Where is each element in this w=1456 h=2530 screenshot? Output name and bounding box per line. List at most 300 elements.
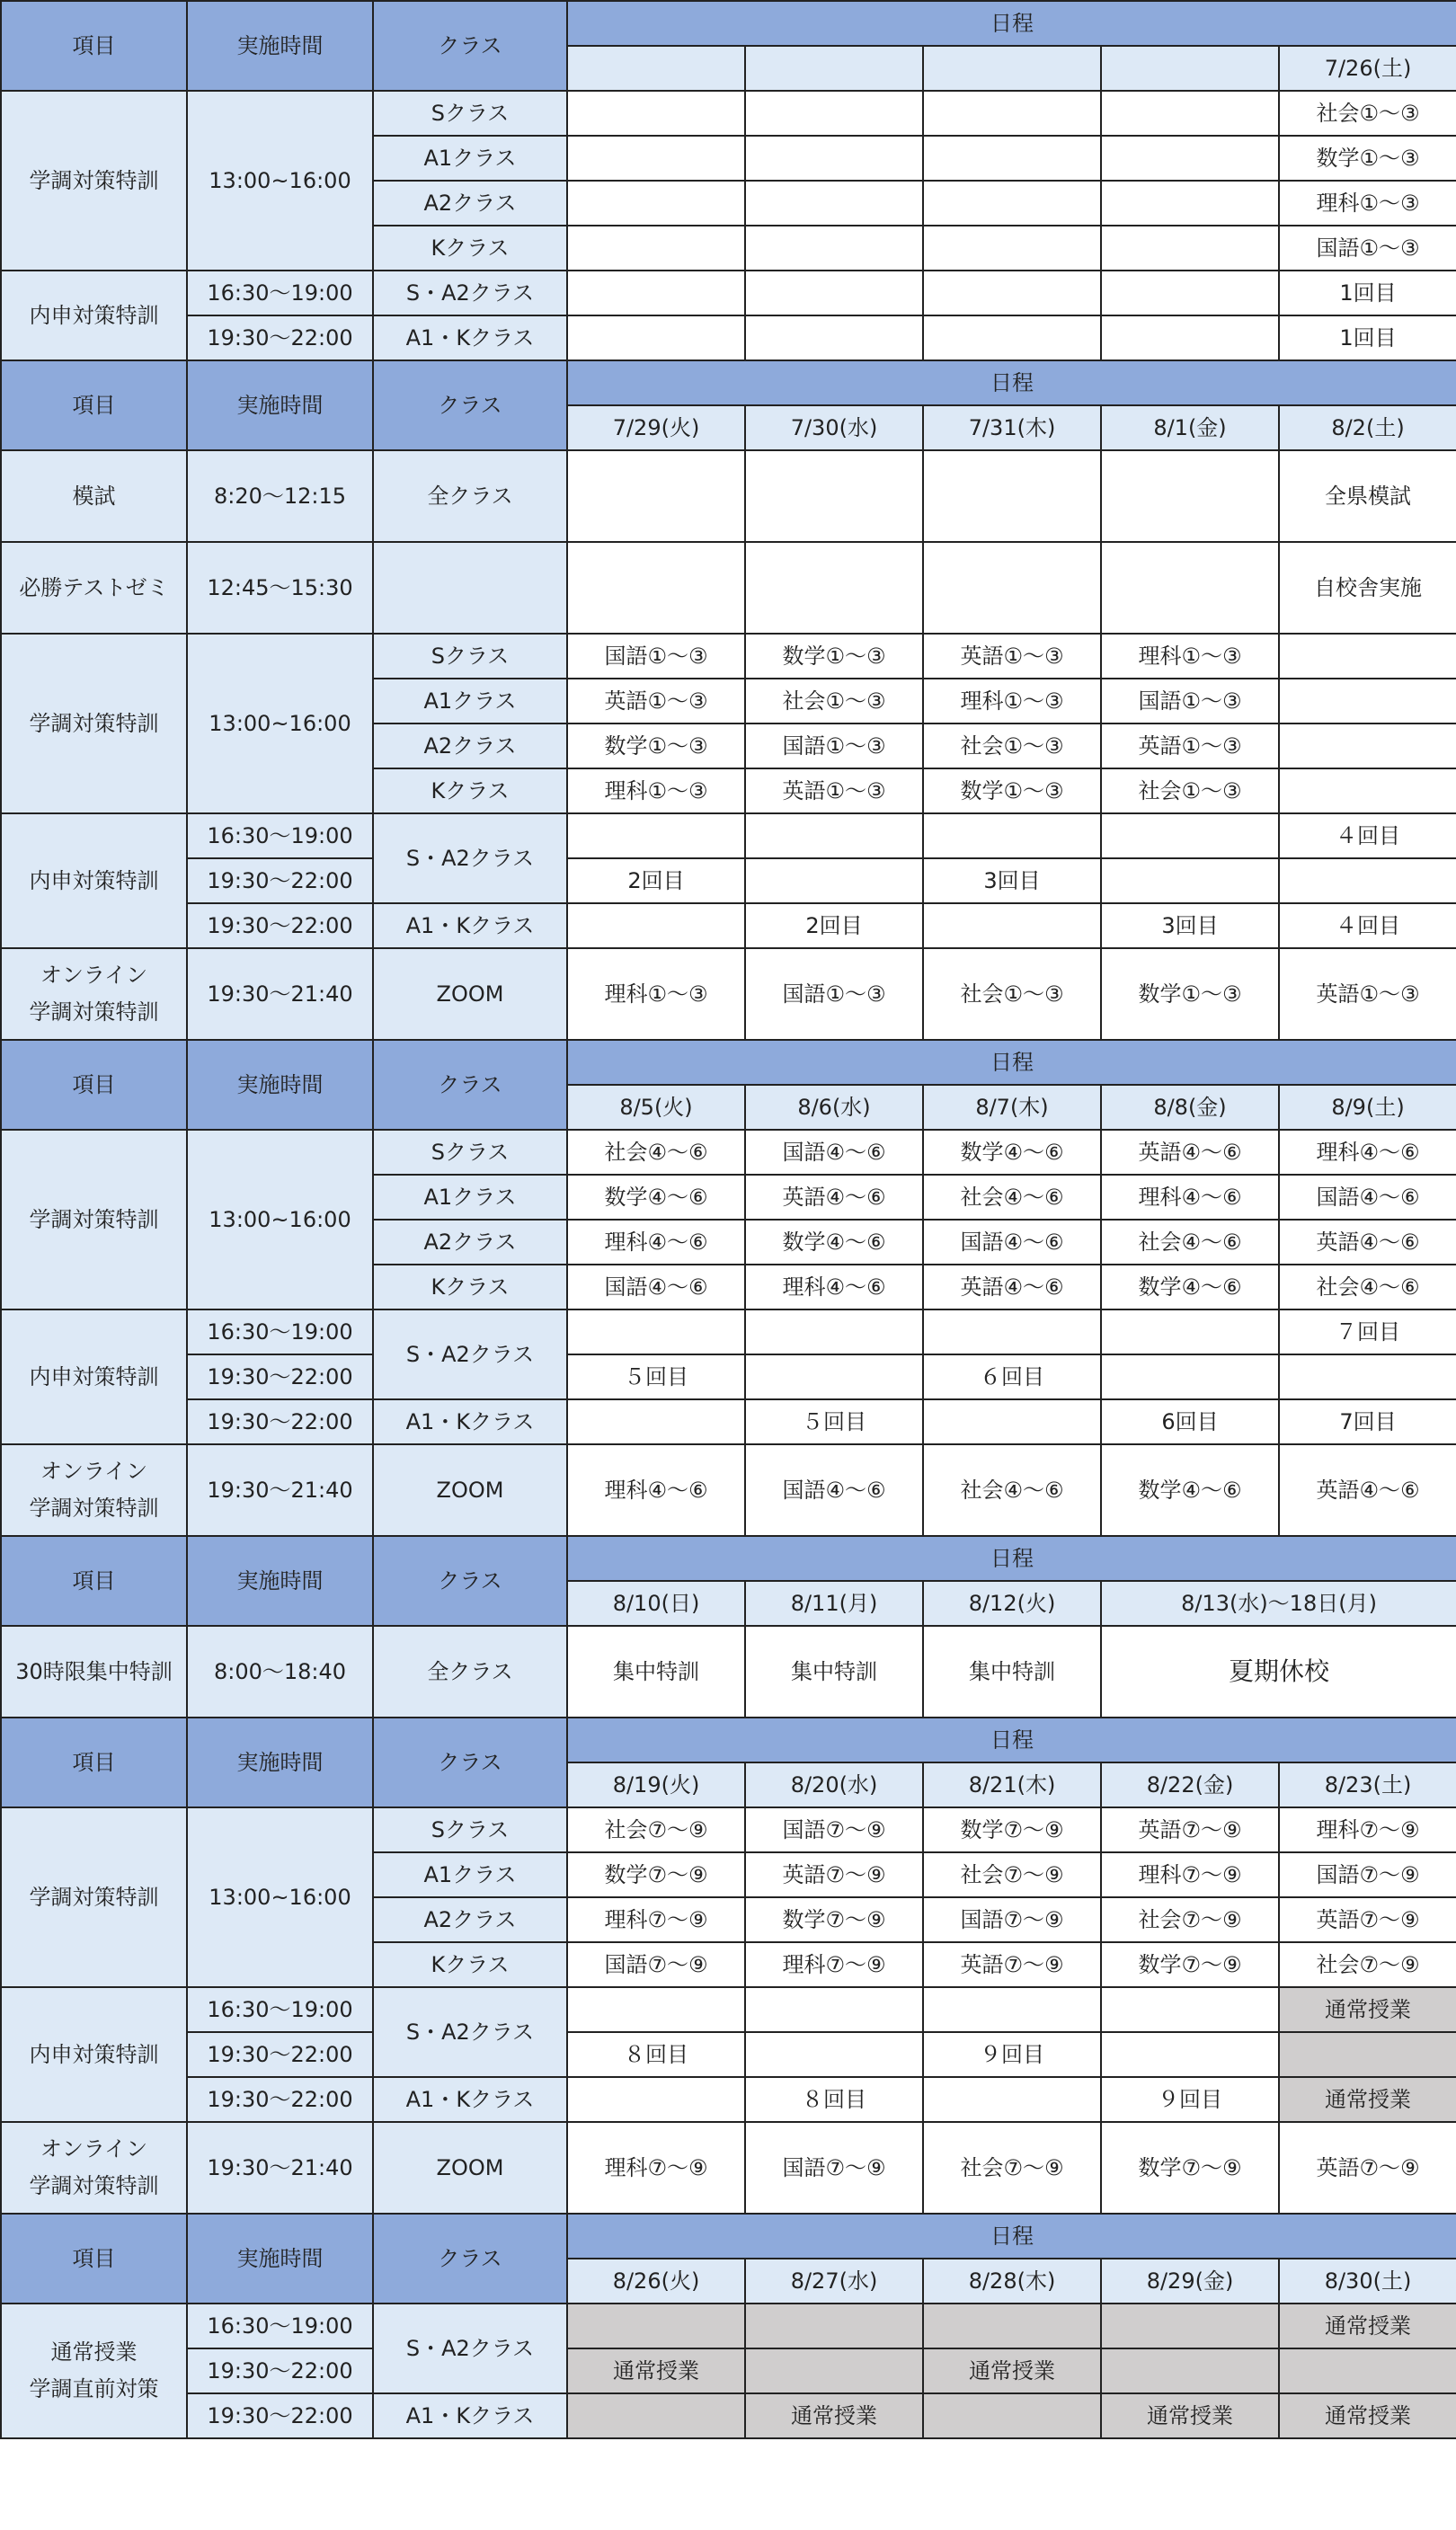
schedule-cell: 社会④～⑥: [1101, 1220, 1279, 1265]
schedule-cell: 数学⑦～⑨: [923, 1807, 1101, 1852]
schedule-cell: ９回目: [1101, 2077, 1279, 2122]
section-header: [1, 1, 1456, 46]
date-cell: [567, 46, 745, 91]
schedule-cell: [1101, 136, 1279, 181]
table-row: [1, 1807, 1456, 1852]
table-row: [1, 1626, 1456, 1718]
header-time: 実施時間: [187, 2214, 373, 2304]
date-cell: 8/12(火): [923, 1581, 1101, 1626]
schedule-cell: 社会①～③: [1101, 768, 1279, 813]
header-class: クラス: [373, 2214, 567, 2304]
schedule-cell: 英語⑦～⑨: [745, 1852, 923, 1897]
schedule-cell: 数学①～③: [923, 768, 1101, 813]
section-header: [1, 1040, 1456, 1085]
time-cell: 16:30～19:00: [187, 271, 373, 315]
schedule-cell: [1101, 813, 1279, 858]
class-cell: Kクラス: [373, 1942, 567, 1987]
schedule-cell: ４回目: [1279, 903, 1456, 948]
schedule-cell: 数学⑦～⑨: [1101, 1942, 1279, 1987]
table-row: [1, 542, 1456, 634]
item-cell: 模試: [1, 450, 187, 542]
table-row: [1, 858, 1456, 903]
schedule-cell: [745, 226, 923, 271]
schedule-cell: 英語⑦～⑨: [1279, 1897, 1456, 1942]
date-cell: 8/11(月): [745, 1581, 923, 1626]
class-cell: 全クラス: [373, 1626, 567, 1718]
schedule-cell: 社会⑦～⑨: [923, 2122, 1101, 2214]
schedule-cell: [567, 271, 745, 315]
schedule-cell: [1279, 723, 1456, 768]
header-time: 実施時間: [187, 360, 373, 450]
table-row: [1, 1444, 1456, 1536]
item-cell: オンライン 学調対策特訓: [1, 948, 187, 1040]
time-cell: 19:30～22:00: [187, 2348, 373, 2393]
schedule-cell: 理科⑦～⑨: [745, 1942, 923, 1987]
header-time: 実施時間: [187, 1536, 373, 1626]
item-cell: 通常授業 学調直前対策: [1, 2304, 187, 2438]
schedule-cell: [923, 181, 1101, 226]
class-cell: S・A2クラス: [373, 1309, 567, 1399]
schedule-cell: [567, 2304, 745, 2348]
schedule-cell: ８回目: [745, 2077, 923, 2122]
header-time: 実施時間: [187, 1040, 373, 1130]
item-cell: 学調対策特訓: [1, 91, 187, 271]
schedule-cell: [923, 271, 1101, 315]
class-cell: A1クラス: [373, 136, 567, 181]
class-cell: A1・Kクラス: [373, 315, 567, 360]
schedule-cell: 理科④～⑥: [1101, 1175, 1279, 1220]
schedule-cell: 集中特訓: [567, 1626, 745, 1718]
schedule-cell: [745, 2032, 923, 2077]
table-row: [1, 813, 1456, 858]
schedule-cell: 数学①～③: [1279, 136, 1456, 181]
schedule-cell: [745, 1309, 923, 1354]
schedule-cell: 通常授業: [923, 2348, 1101, 2393]
schedule-cell: [567, 2077, 745, 2122]
table-row: [1, 315, 1456, 360]
time-cell: 8:00～18:40: [187, 1626, 373, 1718]
schedule-cell: 英語④～⑥: [923, 1265, 1101, 1309]
date-cell: 8/8(金): [1101, 1085, 1279, 1130]
time-cell: 19:30～21:40: [187, 2122, 373, 2214]
section-header: [1, 1536, 1456, 1581]
schedule-cell: 2回目: [567, 858, 745, 903]
table-row: [1, 271, 1456, 315]
schedule-cell: 国語④～⑥: [745, 1444, 923, 1536]
schedule-cell: 社会①～③: [923, 723, 1101, 768]
schedule-cell: ５回目: [567, 1354, 745, 1399]
schedule-cell: [1279, 634, 1456, 679]
schedule-cell: [567, 315, 745, 360]
class-cell: 全クラス: [373, 450, 567, 542]
schedule-cell: [1279, 1354, 1456, 1399]
class-cell: Sクラス: [373, 1807, 567, 1852]
schedule-cell: 数学④～⑥: [923, 1130, 1101, 1175]
schedule-cell: 社会④～⑥: [1279, 1265, 1456, 1309]
schedule-cell: 数学④～⑥: [745, 1220, 923, 1265]
table-row: [1, 2348, 1456, 2393]
schedule-cell: 6回目: [1101, 1399, 1279, 1444]
date-cell: 8/30(土): [1279, 2259, 1456, 2304]
item-cell: 30時限集中特訓: [1, 1626, 187, 1718]
item-cell: 学調対策特訓: [1, 1807, 187, 1987]
schedule-cell: [1101, 2032, 1279, 2077]
schedule-cell: 国語④～⑥: [745, 1130, 923, 1175]
table-row: [1, 1399, 1456, 1444]
header-schedule: 日程: [567, 360, 1456, 405]
class-cell: Kクラス: [373, 1265, 567, 1309]
section-header: [1, 2214, 1456, 2259]
schedule-cell: [923, 1987, 1101, 2032]
class-cell: A2クラス: [373, 181, 567, 226]
schedule-cell: 国語⑦～⑨: [923, 1897, 1101, 1942]
header-item: 項目: [1, 2214, 187, 2304]
schedule-cell: 数学⑦～⑨: [1101, 2122, 1279, 2214]
schedule-cell: 社会①～③: [1279, 91, 1456, 136]
schedule-cell: 数学④～⑥: [567, 1175, 745, 1220]
class-cell: S・A2クラス: [373, 813, 567, 903]
class-cell: Sクラス: [373, 634, 567, 679]
table-row: [1, 903, 1456, 948]
class-cell: A1クラス: [373, 1852, 567, 1897]
schedule-cell: [1279, 679, 1456, 723]
schedule-cell: 国語⑦～⑨: [745, 2122, 923, 2214]
schedule-cell: [1279, 2032, 1456, 2077]
table-row: [1, 2122, 1456, 2214]
schedule-cell: ７回目: [1279, 1309, 1456, 1354]
schedule-cell: 社会⑦～⑨: [1101, 1897, 1279, 1942]
class-cell: A1・Kクラス: [373, 1399, 567, 1444]
schedule-cell: 理科④～⑥: [1279, 1130, 1456, 1175]
date-cell: 8/6(水): [745, 1085, 923, 1130]
date-cell: 7/31(木): [923, 405, 1101, 450]
schedule-cell: [745, 450, 923, 542]
date-cell: 7/26(土): [1279, 46, 1456, 91]
item-cell: 内申対策特訓: [1, 1309, 187, 1444]
time-cell: 19:30～22:00: [187, 2077, 373, 2122]
time-cell: 19:30～22:00: [187, 2393, 373, 2438]
header-class: クラス: [373, 1536, 567, 1626]
date-cell: 8/13(水)～18日(月): [1101, 1581, 1456, 1626]
schedule-cell: [567, 181, 745, 226]
schedule-cell: [745, 813, 923, 858]
schedule-cell: [1279, 2348, 1456, 2393]
schedule-cell: [745, 858, 923, 903]
class-cell: Kクラス: [373, 768, 567, 813]
item-cell: 必勝テストゼミ: [1, 542, 187, 634]
schedule-cell: 国語①～③: [1279, 226, 1456, 271]
date-cell: [1101, 46, 1279, 91]
schedule-cell: [1101, 181, 1279, 226]
schedule-cell: 理科①～③: [1101, 634, 1279, 679]
item-cell: 学調対策特訓: [1, 634, 187, 813]
schedule-cell: 国語④～⑥: [567, 1265, 745, 1309]
schedule-cell: 国語⑦～⑨: [567, 1942, 745, 1987]
schedule-cell: 集中特訓: [745, 1626, 923, 1718]
schedule-cell: [745, 181, 923, 226]
schedule-cell: 2回目: [745, 903, 923, 948]
schedule-cell: [567, 542, 745, 634]
schedule-cell: 数学④～⑥: [1101, 1265, 1279, 1309]
table-row: [1, 2393, 1456, 2438]
section-header: [1, 1718, 1456, 1762]
class-cell: S・A2クラス: [373, 271, 567, 315]
item-cell: 内申対策特訓: [1, 1987, 187, 2122]
class-cell: ZOOM: [373, 2122, 567, 2214]
time-cell: 8:20～12:15: [187, 450, 373, 542]
schedule-cell: [923, 2393, 1101, 2438]
header-item: 項目: [1, 1536, 187, 1626]
class-cell: Kクラス: [373, 226, 567, 271]
schedule-cell: [923, 450, 1101, 542]
class-cell: A2クラス: [373, 723, 567, 768]
item-cell: オンライン 学調対策特訓: [1, 1444, 187, 1536]
schedule-cell: 英語①～③: [1101, 723, 1279, 768]
schedule-cell: 理科⑦～⑨: [1101, 1852, 1279, 1897]
schedule-cell: 英語⑦～⑨: [923, 1942, 1101, 1987]
schedule-cell: [1101, 542, 1279, 634]
schedule-cell: 通常授業: [567, 2348, 745, 2393]
table-row: [1, 948, 1456, 1040]
schedule-cell: [923, 91, 1101, 136]
schedule-cell: [1101, 1309, 1279, 1354]
table-row: [1, 1354, 1456, 1399]
schedule-cell: [923, 136, 1101, 181]
schedule-cell: [923, 315, 1101, 360]
date-cell: [923, 46, 1101, 91]
schedule-cell: ９回目: [923, 2032, 1101, 2077]
schedule-cell: 国語⑦～⑨: [745, 1807, 923, 1852]
header-schedule: 日程: [567, 1718, 1456, 1762]
schedule-cell: [923, 813, 1101, 858]
schedule-cell: 理科④～⑥: [567, 1220, 745, 1265]
schedule-cell: 数学⑦～⑨: [745, 1897, 923, 1942]
schedule-cell: 通常授業: [1279, 1987, 1456, 2032]
schedule-cell: [567, 450, 745, 542]
time-cell: 13:00~16:00: [187, 1807, 373, 1987]
item-cell: オンライン 学調対策特訓: [1, 2122, 187, 2214]
date-cell: 8/2(土): [1279, 405, 1456, 450]
time-cell: 13:00~16:00: [187, 634, 373, 813]
date-cell: 8/26(火): [567, 2259, 745, 2304]
schedule-cell: [923, 2077, 1101, 2122]
schedule-cell: [745, 542, 923, 634]
table-row: [1, 2077, 1456, 2122]
time-cell: 16:30～19:00: [187, 1309, 373, 1354]
schedule-cell: 7回目: [1279, 1399, 1456, 1444]
schedule-cell: 英語⑦～⑨: [1279, 2122, 1456, 2214]
schedule-cell: 英語④～⑥: [1279, 1220, 1456, 1265]
date-cell: 8/19(火): [567, 1762, 745, 1807]
header-schedule: 日程: [567, 1, 1456, 46]
time-cell: 19:30～22:00: [187, 903, 373, 948]
time-cell: 19:30～21:40: [187, 1444, 373, 1536]
class-cell: A1・Kクラス: [373, 2077, 567, 2122]
date-cell: 8/10(日): [567, 1581, 745, 1626]
time-cell: 16:30～19:00: [187, 1987, 373, 2032]
time-cell: 16:30～19:00: [187, 813, 373, 858]
schedule-cell: 英語①～③: [745, 768, 923, 813]
date-cell: 7/29(火): [567, 405, 745, 450]
schedule-cell: 社会④～⑥: [923, 1175, 1101, 1220]
class-cell: A2クラス: [373, 1220, 567, 1265]
schedule-cell: 英語⑦～⑨: [1101, 1807, 1279, 1852]
schedule-cell: [1101, 1354, 1279, 1399]
schedule-cell: 通常授業: [1279, 2304, 1456, 2348]
schedule-cell: [745, 315, 923, 360]
schedule-cell: 理科①～③: [567, 768, 745, 813]
schedule-cell: [745, 1354, 923, 1399]
schedule-cell: 国語⑦～⑨: [1279, 1852, 1456, 1897]
schedule-cell: 国語④～⑥: [923, 1220, 1101, 1265]
schedule-cell: [567, 1987, 745, 2032]
schedule-cell: 英語④～⑥: [1101, 1130, 1279, 1175]
schedule-cell: [1101, 2348, 1279, 2393]
date-cell: 8/28(木): [923, 2259, 1101, 2304]
schedule-cell: [567, 813, 745, 858]
time-cell: 19:30～21:40: [187, 948, 373, 1040]
schedule-cell: 理科④～⑥: [567, 1444, 745, 1536]
item-cell: 学調対策特訓: [1, 1130, 187, 1309]
date-cell: 8/1(金): [1101, 405, 1279, 450]
schedule-cell: [745, 136, 923, 181]
schedule-cell: [1101, 2304, 1279, 2348]
date-cell: 8/27(水): [745, 2259, 923, 2304]
date-cell: 8/7(木): [923, 1085, 1101, 1130]
schedule-cell: 英語④～⑥: [745, 1175, 923, 1220]
class-cell: A1クラス: [373, 679, 567, 723]
header-class: クラス: [373, 1, 567, 91]
schedule-cell: 社会①～③: [745, 679, 923, 723]
schedule-cell: 国語①～③: [567, 634, 745, 679]
schedule-cell: 1回目: [1279, 271, 1456, 315]
schedule-cell: [1279, 768, 1456, 813]
schedule-cell: [745, 2348, 923, 2393]
schedule-cell: 理科⑦～⑨: [567, 2122, 745, 2214]
schedule-cell: [1101, 315, 1279, 360]
date-cell: 8/23(土): [1279, 1762, 1456, 1807]
schedule-cell: [745, 91, 923, 136]
time-cell: 16:30～19:00: [187, 2304, 373, 2348]
class-cell: S・A2クラス: [373, 1987, 567, 2077]
class-cell: ZOOM: [373, 948, 567, 1040]
header-item: 項目: [1, 360, 187, 450]
schedule-cell: 集中特訓: [923, 1626, 1101, 1718]
schedule-cell: 社会⑦～⑨: [923, 1852, 1101, 1897]
date-cell: [745, 46, 923, 91]
table-row: [1, 91, 1456, 136]
schedule-cell: [923, 542, 1101, 634]
table-row: [1, 450, 1456, 542]
schedule-cell: 社会④～⑥: [567, 1130, 745, 1175]
schedule-cell: [1101, 450, 1279, 542]
date-cell: 8/22(金): [1101, 1762, 1279, 1807]
time-cell: 12:45～15:30: [187, 542, 373, 634]
schedule-cell: 理科①～③: [923, 679, 1101, 723]
class-cell: [373, 542, 567, 634]
schedule-cell: [1101, 1987, 1279, 2032]
schedule-cell: 通常授業: [1279, 2077, 1456, 2122]
schedule-cell: 社会①～③: [923, 948, 1101, 1040]
table-row: [1, 1309, 1456, 1354]
table-row: [1, 2304, 1456, 2348]
schedule-cell: 英語①～③: [567, 679, 745, 723]
table-row: [1, 1987, 1456, 2032]
header-item: 項目: [1, 1040, 187, 1130]
table-row: [1, 2032, 1456, 2077]
schedule-cell: [745, 1987, 923, 2032]
schedule-cell: [923, 1309, 1101, 1354]
schedule-cell: 数学①～③: [745, 634, 923, 679]
schedule-cell: 数学①～③: [1101, 948, 1279, 1040]
class-cell: A1・Kクラス: [373, 903, 567, 948]
time-cell: 19:30～22:00: [187, 315, 373, 360]
header-time: 実施時間: [187, 1718, 373, 1807]
schedule-cell: 1回目: [1279, 315, 1456, 360]
schedule-cell: [567, 136, 745, 181]
schedule-cell: 理科⑦～⑨: [1279, 1807, 1456, 1852]
class-cell: ZOOM: [373, 1444, 567, 1536]
date-cell: 7/30(水): [745, 405, 923, 450]
schedule-cell: 国語①～③: [1101, 679, 1279, 723]
schedule-cell: 自校舎実施: [1279, 542, 1456, 634]
time-cell: 13:00~16:00: [187, 1130, 373, 1309]
schedule-cell: 社会⑦～⑨: [1279, 1942, 1456, 1987]
schedule-cell: ４回目: [1279, 813, 1456, 858]
schedule-cell: [567, 2393, 745, 2438]
date-cell: 8/21(木): [923, 1762, 1101, 1807]
class-cell: A2クラス: [373, 1897, 567, 1942]
schedule-cell: 国語①～③: [745, 948, 923, 1040]
table-row: [1, 1130, 1456, 1175]
header-item: 項目: [1, 1718, 187, 1807]
header-class: クラス: [373, 1718, 567, 1807]
class-cell: Sクラス: [373, 1130, 567, 1175]
schedule-cell: [567, 1399, 745, 1444]
schedule-cell: 通常授業: [745, 2393, 923, 2438]
time-cell: 19:30～22:00: [187, 1399, 373, 1444]
schedule-cell: 理科①～③: [1279, 181, 1456, 226]
schedule-cell: [923, 1399, 1101, 1444]
schedule-cell: 社会⑦～⑨: [567, 1807, 745, 1852]
header-class: クラス: [373, 360, 567, 450]
table-row: [1, 634, 1456, 679]
schedule-cell: [923, 226, 1101, 271]
schedule-cell: [1101, 91, 1279, 136]
schedule-cell: [567, 903, 745, 948]
schedule-cell: ８回目: [567, 2032, 745, 2077]
class-cell: A1クラス: [373, 1175, 567, 1220]
schedule-cell: [1101, 226, 1279, 271]
time-cell: 13:00~16:00: [187, 91, 373, 271]
schedule-cell: 理科④～⑥: [745, 1265, 923, 1309]
date-cell: 8/5(火): [567, 1085, 745, 1130]
schedule-cell: 理科⑦～⑨: [567, 1897, 745, 1942]
schedule-cell: 数学⑦～⑨: [567, 1852, 745, 1897]
date-cell: 8/20(水): [745, 1762, 923, 1807]
header-schedule: 日程: [567, 1536, 1456, 1581]
schedule-cell: 国語④～⑥: [1279, 1175, 1456, 1220]
schedule-cell: 夏期休校: [1101, 1626, 1456, 1718]
schedule-cell: 3回目: [923, 858, 1101, 903]
schedule-cell: 国語①～③: [745, 723, 923, 768]
schedule-cell: 全県模試: [1279, 450, 1456, 542]
schedule-cell: [567, 91, 745, 136]
schedule-cell: [745, 271, 923, 315]
class-cell: A1・Kクラス: [373, 2393, 567, 2438]
date-cell: 8/29(金): [1101, 2259, 1279, 2304]
schedule-cell: 英語①～③: [923, 634, 1101, 679]
